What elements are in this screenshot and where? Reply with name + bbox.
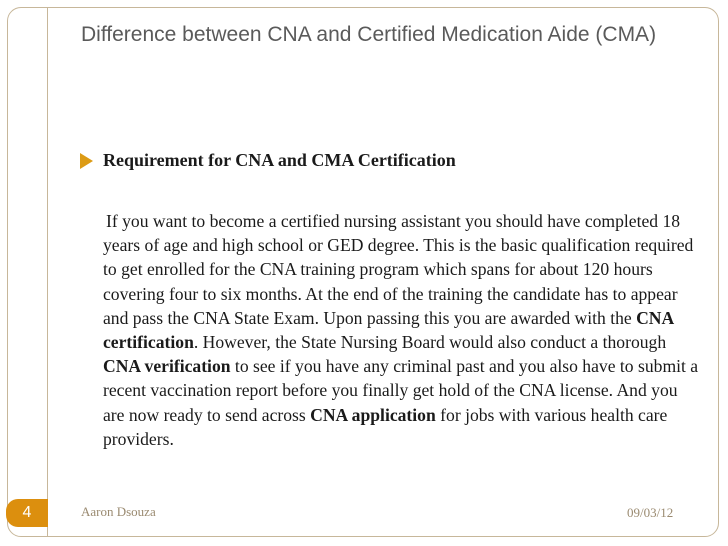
slide-divider [47, 7, 48, 537]
footer-date: 09/03/12 [627, 505, 674, 520]
orange-triangle-bullet-icon [80, 153, 93, 169]
body-text-part3: to see if you have any criminal past and you also have to submit a recent vaccination report before you finally get hold of the CNA license. And you are now ready to send across [103, 356, 699, 425]
footer-author: Aaron Dsouza [81, 504, 156, 519]
body-bold-cna-verification: CNA verification [103, 356, 231, 377]
bullet-item [80, 150, 456, 171]
body-text-part4: for jobs with various health care providers. [103, 404, 668, 449]
body-text-part2: . However, the State Nursing Board would also conduct a thorough [193, 332, 667, 353]
slide-title: Difference between CNA and Certified Medication Aide (CMA) [81, 23, 657, 46]
body-paragraph [103, 209, 703, 451]
page-number-badge: 4 [6, 499, 48, 527]
body-bold-cna-application: CNA application [310, 404, 436, 425]
bullet-heading: Requirement for CNA and CMA Certification [103, 150, 456, 170]
body-bold-cna-certification: CNA certification [103, 307, 674, 353]
body-text-part1: If you want to become a certified nursing assistant you should have completed 18 years of age and high school or GED degree. This is the basic qualification required to get enrolled for the CNA training program which spans for about 120 hours covering four to six months. At the end of the training the candidate has to appear and pass the CNA State Exam. Upon passing this you are awarded with the [103, 211, 694, 328]
